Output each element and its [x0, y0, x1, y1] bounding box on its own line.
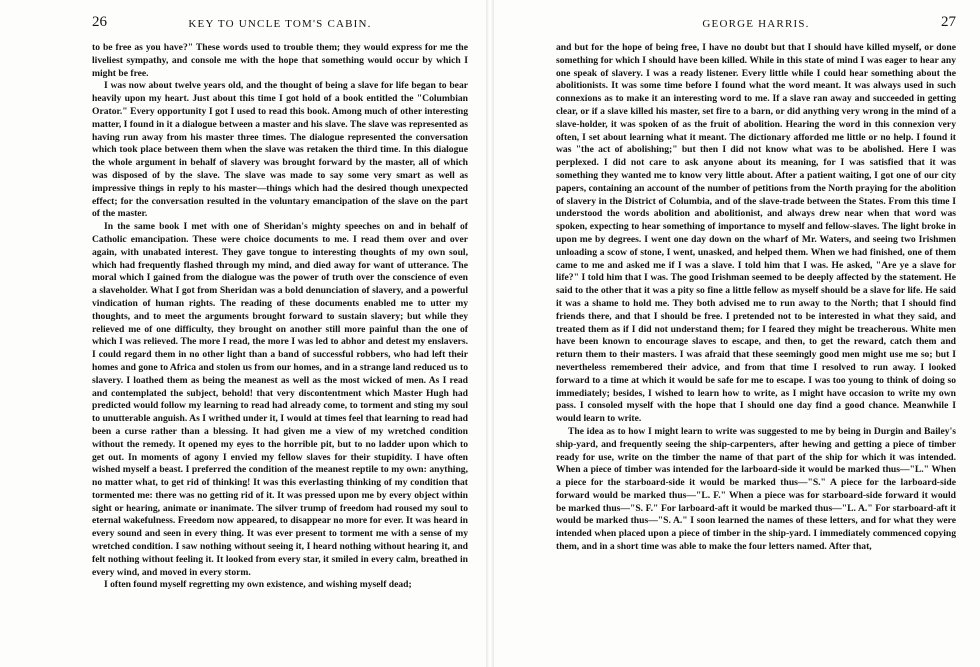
- right-page-body: [556, 42, 956, 554]
- book-gutter: [486, 0, 494, 667]
- left-page-body: [92, 42, 468, 592]
- paragraph: I was now about twelve years old, and the thought of being a slave for life began to bear heavily upon my heart. Just about this time I got hold of a book entitled the "Columbian Orator." Every opportunity I got I used to read this book. Among much of other interesting matter, I found in it a dialogue between a master and his slave. The slave was represented as having run away from his master three times. The dialogue represented the conversation which took place between them when the slave was retaken the third time. In this dialogue the whole argument in behalf of slavery was brought forward by the master, all of which was disposed of by the slave. The slave was made to say some very smart as well as impressive things in reply to his master—things which had the desired though unexpected effect; for the conversation resulted in the voluntary emancipation of the slave on the part of the master.: [92, 80, 468, 220]
- left-page-number: 26: [92, 14, 107, 30]
- right-page: [494, 0, 980, 667]
- paragraph: and but for the hope of being free, I have no doubt but that I should have killed myself, or done something for which I should have been killed. While in this state of mind I was eager to hear any one speak of slavery. I was a ready listener. Every little while I could hear something about the abolitionists. It was some time before I found what the word meant. It was always used in such connexions as to make it an interesting word to me. If a slave ran away and succeeded in getting clear, or if a slave killed his master, set fire to a barn, or did anything very wrong in the mind of a slave-holder, it was spoken of as the fruit of abolition. Hearing the word in this connexion very often, I set about learning what it meant. The dictionary afforded me little or no help. I found it was "the act of abolishing;" but then I did not know what was to be abolished. Here I was perplexed. I did not care to ask anyone about its meaning, for I was satisfied that it was something they wanted me to know very little about. After a patient waiting, I got one of our city papers, containing an account of the number of petitions from the North praying for the abolition of slavery in the District of Columbia, and of the slave-trade between the States. From this time I understood the words abolition and abolitionist, and always drew near when that word was spoken, expecting to hear something of importance to myself and fellow-slaves. The light broke in upon me by degrees. I went one day down on the wharf of Mr. Waters, and seeing two Irishmen unloading a scow of stone, I went, unasked, and helped them. When we had finished, one of them came to me and asked me if I was a slave. I told him that I was. He asked, "Are ye a slave for life?" I told him that I was. The good Irishman seemed to be deeply affected by the statement. He said to the other that it was a pity so fine a little fellow as myself should be a slave for life. He said it was a shame to hold me. They both advised me to run away to the North; that I should find friends there, and that I should be free. I pretended not to be interested in what they said, and treated them as if I did not understand them; for I feared they might be treacherous. White men have been known to encourage slaves to escape, and then, to get the reward, catch them and return them to their masters. I was afraid that these seemingly good men might use me so; but I nevertheless remembered their advice, and from that time I resolved to run away. I looked forward to a time at which it would be safe for me to escape. I was too young to think of doing so immediately; besides, I wished to learn how to write, as I might have occasion to write my own pass. I consoled myself with the hope that I should one day find a good chance. Meanwhile I would learn to write.: [556, 42, 956, 425]
- left-page: [0, 0, 486, 667]
- left-page-header: [92, 14, 468, 36]
- paragraph: In the same book I met with one of Sheridan's mighty speeches on and in behalf of Catholic emancipation. These were choice documents to me. I read them over and over again, with unabated interest. They gave tongue to interesting thoughts of my own soul, which had frequently flashed through my mind, and died away for want of utterance. The moral which I gained from the dialogue was the power of truth over the conscience of even a slaveholder. What I got from Sheridan was a bold denunciation of slavery, and a powerful vindication of human rights. The reading of these documents enabled me to utter my thoughts, and to meet the arguments brought forward to sustain slavery; but while they relieved me of one difficulty, they brought on another still more painful than the one of which I was relieved. The more I read, the more I was led to abhor and detest my enslavers. I could regard them in no other light than a band of successful robbers, who had left their homes and gone to Africa and stolen us from our homes, and in a strange land reduced us to slavery. I loathed them as being the meanest as well as the most wicked of men. As I read and contemplated the subject, behold! that very discontentment which Master Hugh had predicted would follow my learning to read had already come, to torment and sting my soul to unutterable anguish. As I writhed under it, I would at times feel that learning to read had been a curse rather than a blessing. It had given me a view of my wretched condition without the remedy. It opened my eyes to the horrible pit, but to no ladder upon which to get out. In moments of agony I envied my fellow slaves for their stupidity. I have often wished myself a beast. I preferred the condition of the meanest reptile to my own: anything, no matter what, to get rid of thinking! It was this everlasting thinking of my condition that tormented me: there was no getting rid of it. It was pressed upon me by every object within sight or hearing, animate or inanimate. The silver trump of freedom had roused my soul to eternal wakefulness. Freedom now appeared, to disappear no more for ever. It was heard in every sound and seen in every thing. It was ever present to torment me with a sense of my wretched condition. I saw nothing without seeing it, I heard nothing without hearing it, and felt nothing without feeling it. It looked from every star, it smiled in every calm, breathed in every wind, and moved in every storm.: [92, 221, 468, 578]
- right-page-header: [556, 14, 956, 36]
- paragraph: to be free as you have?" These words used to trouble them; they would express for me the liveliest sympathy, and console me with the hope that something would occur by which I might be free.: [92, 42, 468, 79]
- right-page-number: 27: [941, 14, 956, 30]
- left-running-title: KEY TO UNCLE TOM'S CABIN.: [188, 18, 372, 30]
- paragraph: The idea as to how I might learn to write was suggested to me by being in Durgin and Bailey's ship-yard, and frequently seeing the ship-carpenters, after hewing and getting a piece of timber ready for use, write on the timber the name of that part of the ship for which it was intended. When a piece of timber was intended for the larboard-side it would be marked thus—"L." When a piece for the starboard-side it would be marked thus—"S." A piece for the larboard-side forward would be marked thus—"L. F." When a piece was for starboard-side forward it would be marked thus—"S. F." For larboard-aft it would be marked thus—"L. A." For starboard-aft it would be marked thus—"S. A." I soon learned the names of these letters, and for what they were intended when placed upon a piece of timber in the ship-yard. I immediately commenced copying them, and in a short time was able to make the four letters named. After that,: [556, 425, 956, 553]
- right-running-title: GEORGE HARRIS.: [702, 18, 810, 30]
- paragraph: I often found myself regretting my own existence, and wishing myself dead;: [104, 579, 412, 591]
